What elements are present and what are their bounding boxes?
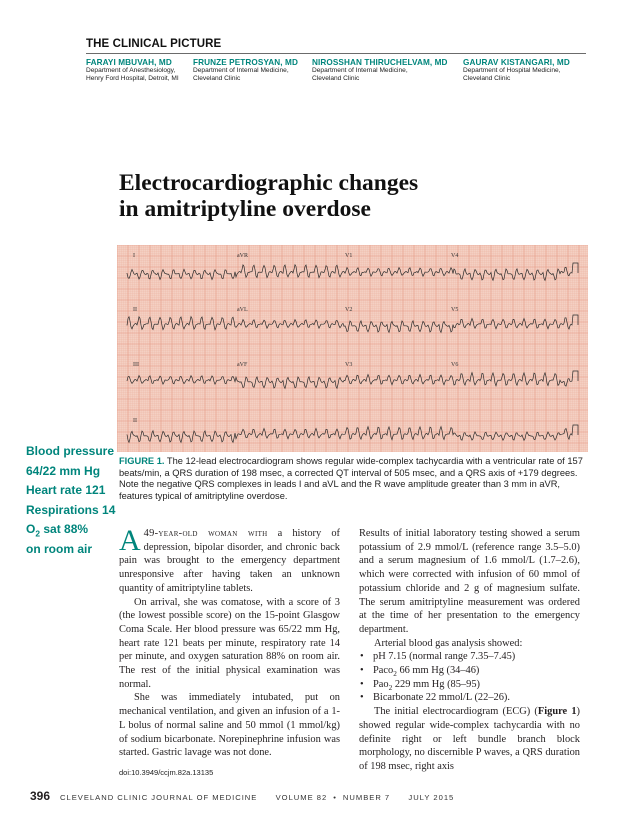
lead-label-i: I [133, 253, 135, 259]
figure-label: FIGURE 1. [119, 456, 165, 466]
header-rule [86, 53, 586, 54]
body-column-left [119, 524, 340, 760]
lead-label-avf: aVF [237, 362, 248, 368]
author-affiliation: Department of Anesthesiology, [86, 67, 176, 74]
list-item: • Pao$_2$ 229 mm Hg (85–95) [359, 678, 580, 692]
lead-label-iii: III [133, 362, 139, 368]
lead-label-v6: V6 [451, 362, 459, 368]
author-affiliation: Cleveland Clinic [312, 75, 360, 82]
body-column-right [359, 527, 580, 774]
vital-heart-rate: Heart rate 121 [26, 483, 106, 497]
author-affiliation: Department of Internal Medicine, [193, 67, 289, 74]
section-label: THE CLINICAL PICTURE [86, 38, 222, 50]
vital-bp-value: 64/22 mm Hg [26, 463, 101, 478]
lead-label-v4: V4 [451, 253, 459, 259]
paragraph-4: Results of initial laboratory testing showed a serum potassium of 2.9 mmol/L (reference range 3.5–5.0) and a serum magnesium of 1.6 mmol/L (1.7–2.6), which were corrected with infusion of 60 mmol of potassium chloride and 2 g of magnesium sulfate. The serum amitriptyline measurement was ordered at the time of her presentation to the emergency department. [359, 528, 580, 635]
lead-label-ii-rhythm: II [133, 418, 137, 424]
lead-label-avl: aVL [237, 307, 248, 313]
drop-cap: A [119, 524, 141, 557]
lead-label-v5: V5 [451, 307, 459, 313]
lead-label-avr: aVR [237, 253, 248, 259]
figure-caption-text: The 12-lead electrocardiogram shows regular wide-complex tachycardia with a ventricular rate of 157 beats/min, a QRS duration of 198 msec, a corrected QT interval of 505 msec, and a QRS axis of +179 degrees. Note the negative QRS complexes in leads I and aVL and the R wave amplitude greater than 3 mm in aVR, features typical of amitriptyline overdose. [119, 456, 583, 501]
author-name: NIROSSHAN THIRUCHELVAM, MD [312, 58, 448, 67]
paragraph-6: The initial electrocardiogram (ECG) (Figure 1) showed regular wide-complex tachycardia with no definite right or left bundle branch block morphology, no discernible P waves, a QRS duration of 198 msec, right axis [359, 706, 580, 772]
list-item: • Bicarbonate 22 mmol/L (22–26). [359, 691, 580, 705]
author-3 [312, 58, 482, 83]
author-affiliation: Department of Internal Medicine, [312, 67, 408, 74]
figure-reference: Figure 1 [537, 706, 577, 718]
list-item: • Paco$_2$ 66 mm Hg (34–46) [359, 664, 580, 678]
article-title [119, 170, 539, 222]
ecg-tracing [117, 245, 588, 452]
paragraph-5: Arterial blood gas analysis showed: [374, 637, 523, 649]
abg-list [359, 650, 580, 705]
list-item: • pH 7.15 (normal range 7.35–7.45) [359, 650, 580, 664]
doi: doi:10.3949/ccjm.82a.13135 [119, 768, 214, 777]
author-affiliation: Cleveland Clinic [193, 75, 241, 82]
vital-o2-sat: $O_2$ sat 88% [26, 522, 89, 539]
vital-bp-label: Blood pressure [26, 444, 115, 458]
vitals-sidebar [26, 442, 118, 559]
lead-label-v1: V1 [345, 253, 353, 259]
author-affiliation: Cleveland Clinic [463, 75, 511, 82]
author-name: GAURAV KISTANGARI, MD [463, 58, 570, 67]
paragraph-3: She was immediately intubated, put on mechanical ventilation, and given an infusion of a 1-L bolus of normal saline and 50 mmol (1 mmol/kg) of sodium bicarbonate. Norepinephrine infusion was started. Gastric lavage was not done. [119, 692, 340, 759]
title-line: in amitriptyline overdose [119, 196, 371, 222]
paragraph-2: On arrival, she was comatose, with a score of 3 (the lowest possible score) on the 15-point Glasgow Coma Scale. Her blood pressure was 65/22 mm Hg, heart rate 121 beats per minute, respiratory rate 14 per minute, and oxygen saturation 88% on room air. The rest of the initial physical examination was normal. [119, 596, 340, 690]
author-name: FARAYI MBUVAH, MD [86, 58, 172, 67]
page-number: 396 [30, 789, 51, 803]
journal-volume: VOLUME 82 [275, 793, 328, 802]
ecg-figure [117, 245, 588, 452]
title-line: Electrocardiographic changes [119, 170, 419, 196]
lead-label-v2: V2 [345, 307, 353, 313]
journal-number: NUMBER 7 [342, 793, 391, 802]
vital-respirations: Respirations 14 [26, 502, 116, 517]
journal-date: JULY 2015 [408, 793, 455, 802]
author-affiliation: Henry Ford Hospital, Detroit, MI [86, 75, 179, 82]
lead-label-v3: V3 [345, 362, 353, 368]
author-affiliation: Department of Hospital Medicine, [463, 67, 561, 74]
author-4 [463, 58, 620, 83]
lead-label-ii: II [133, 307, 137, 313]
paragraph-1: A 49-year-old woman with a history of depression, bipolar disorder, and chronic back pain was brought to the emergency department unresponsive after having taken an unknown quantity of amitriptyline tablets. [119, 524, 340, 594]
figure-caption [119, 456, 589, 502]
author-name: FRUNZE PETROSYAN, MD [193, 58, 298, 67]
page-footer: 396 CLEVELAND CLINIC JOURNAL OF MEDICINE VOLUME 82 • NUMBER 7 JULY 2015 [30, 789, 455, 803]
journal-name: CLEVELAND CLINIC JOURNAL OF MEDICINE [60, 793, 258, 802]
vital-o2-room-air: on room air [26, 541, 93, 556]
